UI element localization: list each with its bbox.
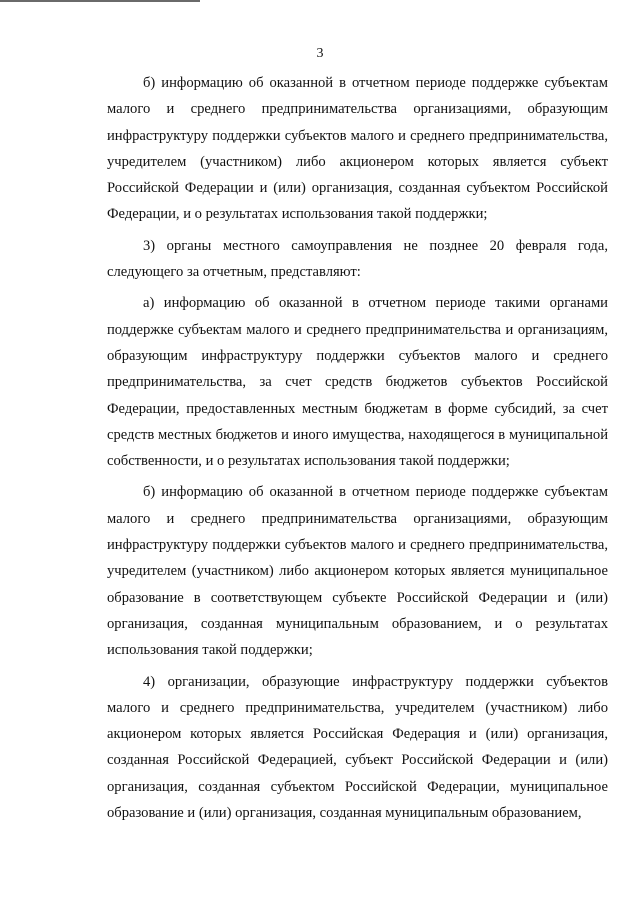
paragraph-3a: а) информацию об оказанной в отчетном периоде такими органами поддержке субъектам малого и среднего предпринимательства и организациям, образующим инфраструктуру поддержки субъектов малого и среднего предпринимательства, за счет средств бюджетов субъектов Российской Федерации, предоставленных местным бюджетам в форме субсидий, за счет средств местных бюджетов и иного имущества, находящегося в муниципальной собственности, и о результатах использования такой поддержки; (107, 295, 608, 470)
body-text (107, 70, 608, 831)
paragraph-3-local-authorities: 3) органы местного самоуправления не позднее 20 февраля года, следующего за отчетным, представляют: (107, 237, 608, 281)
page-number: 3 (316, 46, 324, 61)
paragraph-3b: б) информацию об оказанной в отчетном периоде поддержке субъектам малого и среднего предпринимательства организациями, образующим инфраструктуру поддержки субъектов малого и среднего предпринимательства, учредителем (участником) либо акционером которых является муниципальное образование в соответствующем субъекте Российской Федерации и (или) организация, созданная муниципальным образованием, и о результатах использования такой поддержки; (107, 484, 608, 659)
top-rule (0, 0, 200, 2)
paragraph-4-organizations: 4) организации, образующие инфраструктуру поддержки субъектов малого и среднего предпринимательства, учредителем (участником) либо акционером которых является Российская Федерация и (или) организация, созданная Российской Федерацией, субъект Российской Федерации и (или) организация, созданная субъектом Российской Федерации, муниципальное образование и (или) организация, созданная муниципальным образованием, (107, 673, 608, 822)
paragraph-1b-subject: б) информацию об оказанной в отчетном периоде поддержке субъектам малого и среднего предпринимательства организациями, образующим инфраструктуру поддержки субъектов малого и среднего предпринимательства, учредителем (участником) либо акционером которых является субъект Российской Федерации и (или) организация, созданная субъектом Российской Федерации, и о результатах использования такой поддержки; (107, 75, 608, 223)
